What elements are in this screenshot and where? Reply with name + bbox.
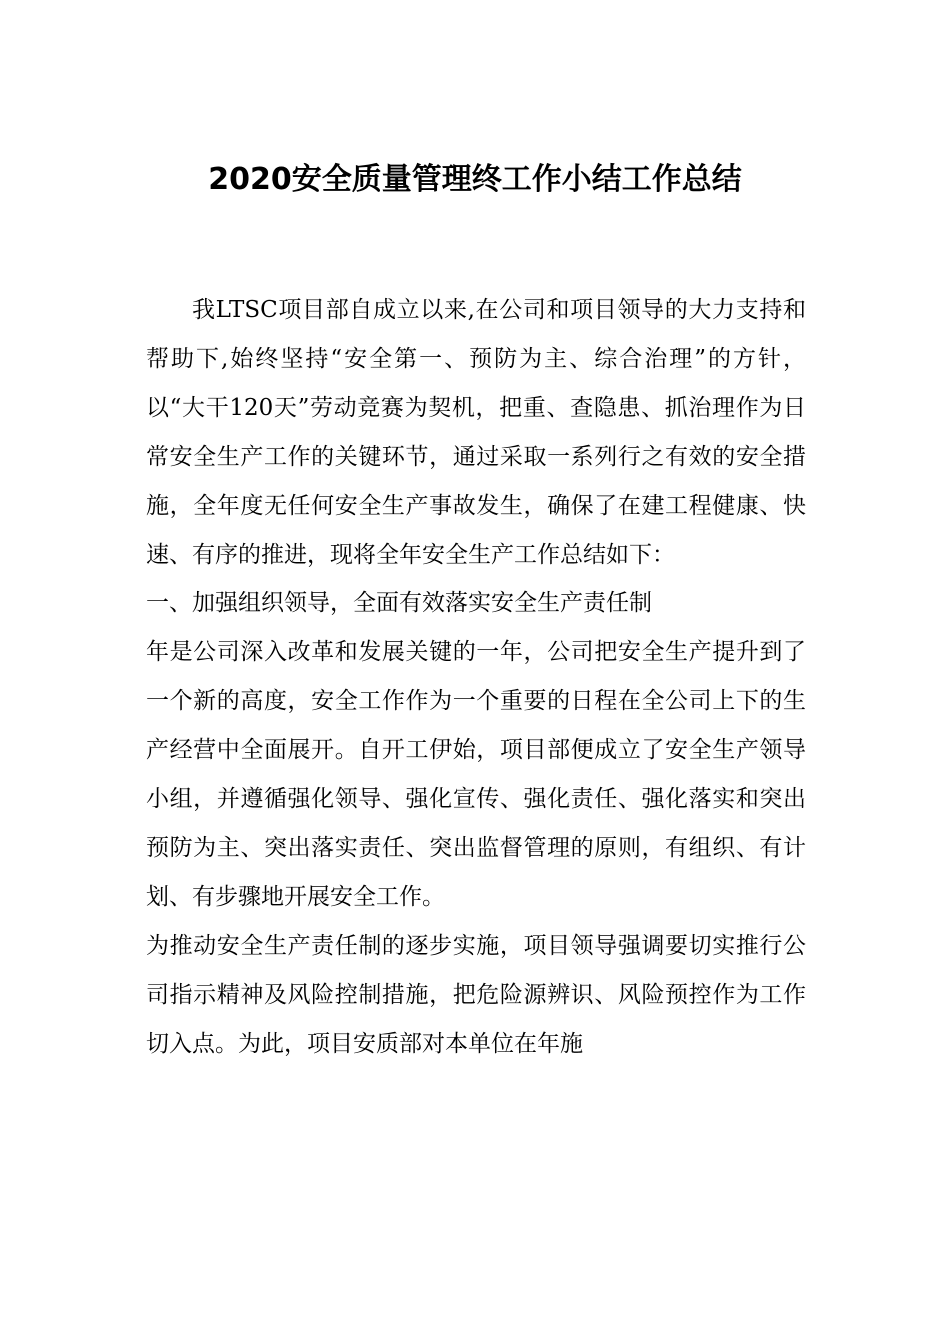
document-body bbox=[146, 286, 806, 1069]
paragraph-section-1a: 年是公司深入改革和发展关键的一年，公司把安全生产提升到了一个新的高度，安全工作作为一个重要的日程在全公司上下的生产经营中全面展开。自开工伊始，项目部便成立了安全生产领导小组，并遵循强化领导、强化宣传、强化责任、强化落实和突出预防为主、突出落实责任、突出监督管理的原则，有组织、有计划、有步骤地开展安全工作。 bbox=[146, 639, 806, 910]
section-heading-1: 一、加强组织领导，全面有效落实安全生产责任制 bbox=[146, 590, 652, 617]
paragraph-intro: 我LTSC项目部自成立以来,在公司和项目领导的大力支持和帮助下,始终坚持“安全第一、预防为主、综合治理”的方针，以“大干120天”劳动竞赛为契机，把重、查隐患、抓治理作为日常安全生产工作的关键环节，通过采取一系列行之有效的安全措施，全年度无任何安全生产事故发生，确保了在建工程健康、快速、有序的推进，现将全年安全生产工作总结如下： bbox=[146, 297, 806, 568]
paragraph-section-1b: 为推动安全生产责任制的逐步实施，项目领导强调要切实推行公司指示精神及风险控制措施，把危险源辨识、风险预控作为工作切入点。为此，项目安质部对本单位在年施 bbox=[146, 932, 806, 1057]
document-title: 2020安全质量管理终工作小结工作总结 bbox=[208, 162, 742, 197]
